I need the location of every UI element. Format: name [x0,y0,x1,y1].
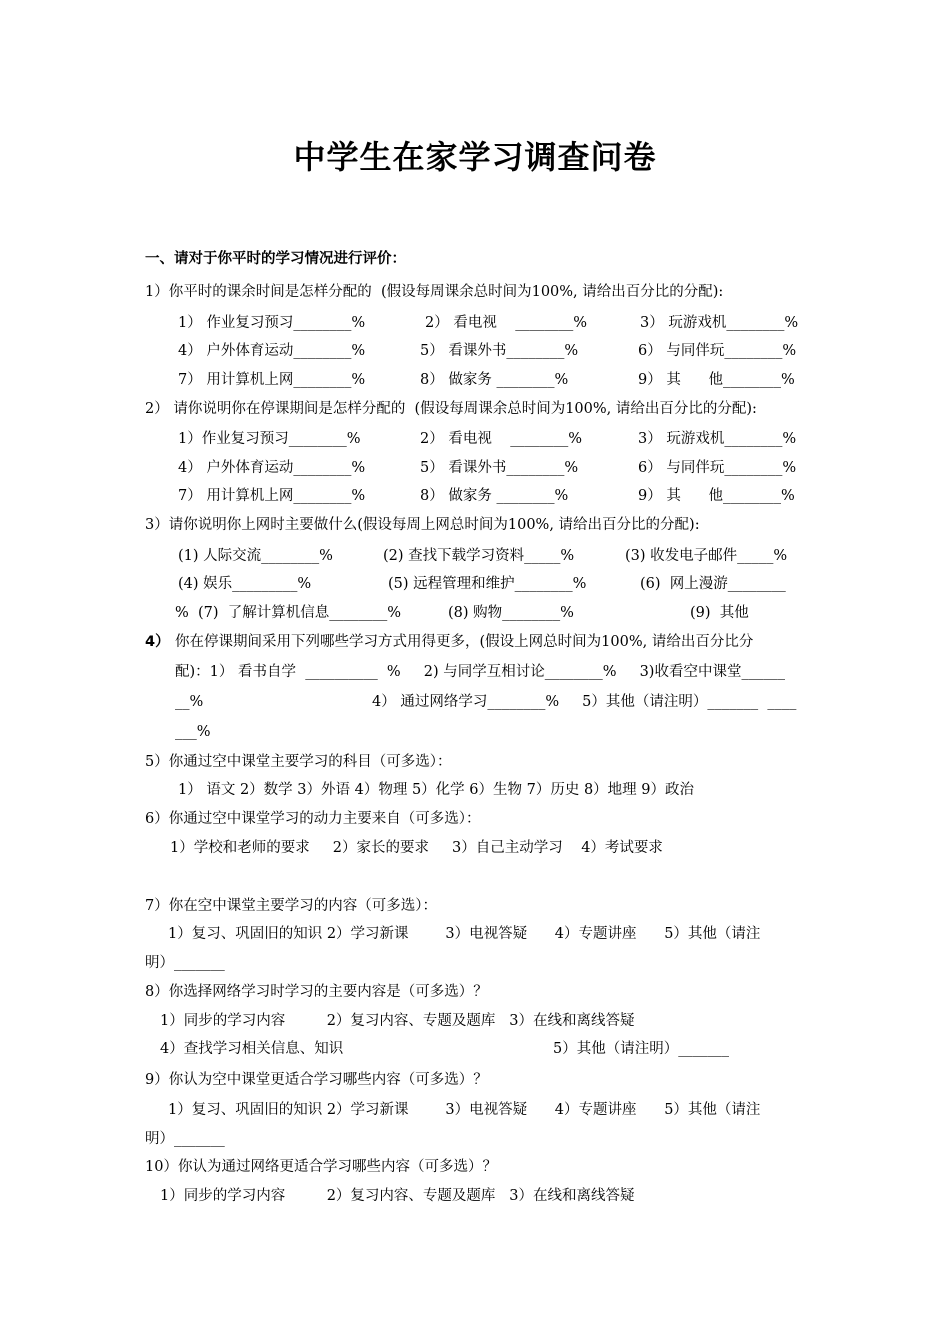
q3-option: (1) 人际交流________% [178,548,333,564]
question-2: 2） 请你说明你在停课期间是怎样分配的 (假设每周课余总时间为100%, 请给出百分比的分配): [145,401,757,417]
question-4: 你在停课期间采用下列哪些学习方式用得更多，(假设上网总时间为100%, 请给出百分比分 [175,634,754,650]
q1-option: 4） 户外体育运动________% [178,343,366,359]
q3-option: (5) 远程管理和维护________% [388,576,587,592]
q1-option: 2） 看电视 ________% [425,315,588,331]
q3-option: (3) 收发电子邮件_____% [625,548,788,564]
q1-option: 6） 与同伴玩________% [638,343,797,359]
section-heading: 一、请对于你平时的学习情况进行评价： [145,251,406,267]
question-4-line: 4） 通过网络学习________% 5）其他（请注明）_______ ____ [372,694,797,710]
q2-option: 2） 看电视 ________% [420,431,583,447]
question-3: 3）请你说明你上网时主要做什么(假设每周上网总时间为100%, 请给出百分比的分配): [145,517,700,533]
question-4-line: 配)：1） 看书自学 __________ % 2) 与同学互相讨论________% 3)收看空中课堂______ [175,664,785,680]
q1-option: 1） 作业复习预习________% [178,315,366,331]
q2-option: 9） 其 他________% [638,488,795,504]
q2-option: 6） 与同伴玩________% [638,460,797,476]
q2-option: 7） 用计算机上网________% [178,488,366,504]
q1-option: 5） 看课外书________% [420,343,579,359]
q8-options: 1）同步的学习内容 2）复习内容、专题及题库 3）在线和离线答疑 [160,1013,635,1029]
q3-option: % (7) 了解计算机信息________% [175,605,402,621]
q3-option: (9) 其他 [690,605,749,621]
q1-option: 8） 做家务 ________% [420,372,569,388]
q2-option: 5） 看课外书________% [420,460,579,476]
question-6: 6）你通过空中课堂学习的动力主要来自（可多选）： [145,811,481,827]
q7-options: 1）复习、巩固旧的知识 2）学习新课 3）电视答疑 4）专题讲座 5）其他（请注 [168,926,761,942]
question-9: 9）你认为空中课堂更适合学习哪些内容（可多选）？ [145,1072,488,1088]
q3-option: (8) 购物________% [448,605,574,621]
question-8: 8）你选择网络学习时学习的主要内容是（可多选）？ [145,984,488,1000]
question-4-number: 4） [145,634,170,650]
question-5: 5）你通过空中课堂主要学习的科目（可多选）： [145,754,452,770]
q3-option: (6) 网上漫游________ [640,576,786,592]
q7-options-cont: 明）_______ [145,955,225,971]
q8-options: 5）其他（请注明）_______ [553,1041,729,1057]
q2-option: 4） 户外体育运动________% [178,460,366,476]
q8-options: 4）查找学习相关信息、知识 [160,1041,344,1057]
q9-options-cont: 明）_______ [145,1131,225,1147]
q1-option: 7） 用计算机上网________% [178,372,366,388]
q6-options: 1）学校和老师的要求 2）家长的要求 3）自己主动学习 4）考试要求 [170,840,663,856]
q3-option: (4) 娱乐_________% [178,576,312,592]
q9-options: 1）复习、巩固旧的知识 2）学习新课 3）电视答疑 4）专题讲座 5）其他（请注 [168,1102,761,1118]
q10-options: 1）同步的学习内容 2）复习内容、专题及题库 3）在线和离线答疑 [160,1188,635,1204]
q2-option: 8） 做家务 ________% [420,488,569,504]
q2-option: 1）作业复习预习________% [178,431,361,447]
page-title: 中学生在家学习调查问卷 [293,138,657,176]
question-7: 7）你在空中课堂主要学习的内容（可多选）： [145,898,437,914]
q2-option: 3） 玩游戏机________% [638,431,797,447]
question-10: 10）你认为通过网络更适合学习哪些内容（可多选）？ [145,1159,497,1175]
q5-options: 1） 语文 2）数学 3）外语 4）物理 5）化学 6）生物 7）历史 8）地理 9）政治 [178,782,695,798]
q1-option: 3） 玩游戏机________% [640,315,799,331]
question-4-line: __% [175,694,204,710]
question-1: 1）你平时的课余时间是怎样分配的 (假设每周课余总时间为100%, 请给出百分比的分配): [145,284,724,300]
q1-option: 9） 其 他________% [638,372,795,388]
question-4-line: ___% [175,724,211,740]
q3-option: (2) 查找下载学习资料_____% [383,548,575,564]
